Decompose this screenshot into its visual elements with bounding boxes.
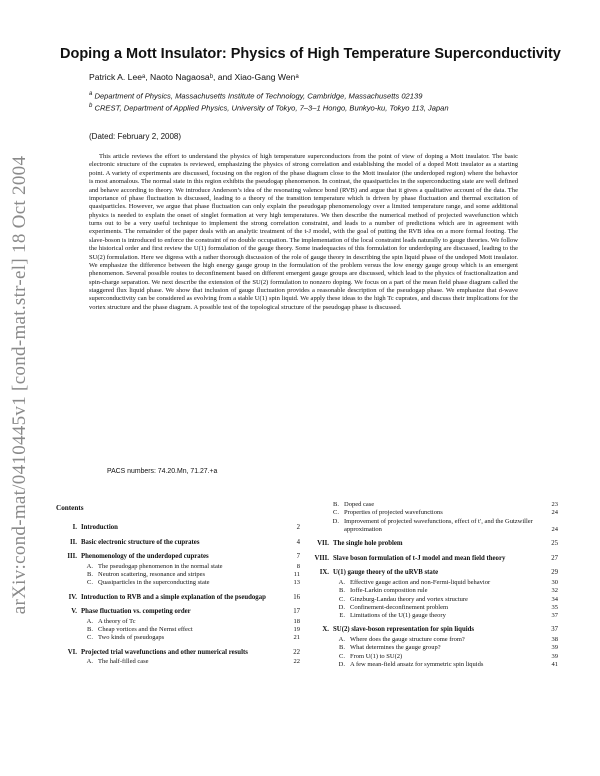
- toc-subsection-number: C.: [339, 652, 345, 660]
- arxiv-side-stamp: [4, 150, 36, 620]
- toc-section-heading[interactable]: [57, 594, 300, 603]
- toc-section-page: 22: [293, 648, 300, 656]
- toc-section-page: 17: [293, 608, 300, 616]
- toc-subsection-number: A.: [86, 562, 93, 570]
- toc-subsection-list: [57, 658, 300, 666]
- toc-section-title: The single hole problem: [333, 540, 403, 548]
- toc-subsection-number: A.: [338, 636, 345, 644]
- toc-subsection-page: 38: [551, 636, 558, 644]
- toc-subsection-page: 23: [551, 501, 558, 508]
- toc-subsection[interactable]: [309, 596, 558, 604]
- toc-section-number: V.: [71, 608, 77, 616]
- toc-subsection-number: C.: [339, 595, 345, 603]
- toc-section: [57, 524, 300, 533]
- toc-subsection-page: 18: [293, 617, 300, 625]
- toc-subsection[interactable]: [309, 653, 558, 661]
- toc-subsection[interactable]: [57, 579, 300, 587]
- toc-section: [57, 539, 300, 548]
- toc-subsection-page: 34: [551, 595, 558, 603]
- toc-subsection-page: 37: [551, 612, 558, 620]
- toc-subsection-page: 39: [551, 652, 558, 660]
- toc-subsection-title: What determines the gauge group?: [350, 644, 441, 652]
- toc-subsection-number: E.: [339, 612, 345, 620]
- paper-title: Doping a Mott Insulator: Physics of High Temperature Superconductivity: [60, 46, 561, 62]
- toc-subsection-number: B.: [333, 501, 339, 508]
- toc-subsection-title: Quasiparticles in the superconducting state: [98, 579, 210, 587]
- toc-section-title: Projected trial wavefunctions and other numerical results: [81, 648, 248, 656]
- toc-subsection-title: The half-filled case: [98, 658, 149, 666]
- toc-subsection-title: Properties of projected wavefunctions: [344, 509, 443, 517]
- affiliation-b: [89, 101, 509, 114]
- toc-section-heading[interactable]: [309, 555, 558, 564]
- toc-subsection-title: From U(1) to SU(2): [350, 652, 403, 660]
- toc-subsection-list: [57, 618, 300, 643]
- toc-subsection-title: Improvement of projected wavefunctions, effect of t′, and the Gutzwiller approximation: [344, 517, 533, 533]
- author-list: Patrick A. Leeᵃ, Naoto Nagaosaᵇ, and Xiao-Gang Wenᵃ: [89, 72, 299, 82]
- toc-subsection-page: 30: [551, 578, 558, 586]
- toc-subsection-page: 21: [293, 634, 300, 642]
- toc-subsection-page: 32: [551, 587, 558, 595]
- toc-continued-subsections: [309, 501, 558, 534]
- toc-subsection[interactable]: [309, 509, 558, 517]
- toc-section-number: IX.: [319, 569, 329, 577]
- toc-subsection[interactable]: [309, 644, 558, 652]
- toc-section-heading[interactable]: [57, 539, 300, 548]
- toc-subsection-title: Cheap vortices and the Nernst effect: [98, 626, 193, 634]
- toc-subsection-page: 8: [296, 562, 300, 570]
- toc-subsection[interactable]: [309, 636, 558, 644]
- toc-subsection-number: D.: [332, 517, 339, 525]
- contents-heading: Contents: [56, 504, 84, 512]
- toc-section-page: 2: [296, 524, 300, 531]
- toc-section-title: Phase fluctuation vs. competing order: [81, 608, 191, 616]
- toc-subsection-number: C.: [87, 579, 93, 587]
- toc-subsection-page: 22: [293, 658, 300, 666]
- toc-subsection[interactable]: [57, 563, 300, 571]
- toc-subsection-number: C.: [333, 509, 339, 517]
- toc-section-heading[interactable]: [309, 569, 558, 578]
- toc-subsection-title: The pseudogap phenomenon in the normal state: [98, 562, 223, 570]
- toc-section: [309, 626, 558, 669]
- toc-subsection-number: A.: [338, 578, 345, 586]
- toc-section-number: VIII.: [314, 554, 329, 562]
- affiliation-a-mark: a: [89, 91, 93, 97]
- toc-subsection-number: A.: [86, 658, 93, 666]
- toc-section-title: Introduction to RVB and a simple explanation of the pseudogap: [81, 593, 266, 601]
- toc-subsection-title: Two kinds of pseudogaps: [98, 634, 165, 642]
- toc-subsection[interactable]: [57, 626, 300, 634]
- toc-subsection-page: 24: [551, 509, 558, 517]
- toc-section-page: 37: [551, 626, 558, 634]
- toc-section-number: IV.: [68, 593, 77, 601]
- toc-subsection-number: B.: [87, 626, 93, 634]
- toc-subsection[interactable]: [309, 612, 558, 620]
- toc-section-page: 27: [551, 554, 558, 562]
- toc-section-title: Slave boson formulation of t-J model and mean field theory: [333, 554, 506, 562]
- toc-section-heading[interactable]: [57, 553, 300, 562]
- toc-subsection[interactable]: [309, 518, 558, 535]
- abstract: This article reviews the effort to understand the physics of high temperature superconductors from the point of view of doping a Mott insulator. The basic electronic structure of the cuprates is reviewed, emphasizing the physics of strong correlation and establishing the model of a doped Mott insulator as a starting point. A variety of experiments are discussed, focusing on the region of the phase diagram close to the Mott insulator (the underdoped region) where the behavior is most anomalous. The normal state in this region exhibits the pseudogap phenomenon. In contrast, the quasiparticles in the superconducting state are well defined and behave according to theory. We introduce Anderson’s idea of the resonating valence bond (RVB) and argue that it gives a qualitative account of the data. The importance of phase fluctuation is discussed, leading to a theory of the transition temperature which is driven by phase fluctuation and thermal excitation of quasiparticles. However, we argue that phase fluctuation can only explain the pseudogap phenomenology over a limited temperature range, and some additional physics is needed to explain the onset of singlet formation at very high temperatures. We then describe the numerical method of projected wavefunction which turns out to be a very useful technique to implement the strong correlation constraint, and leads to a number of predictions which are in agreement with experiments. The remainder of the paper deals with an analytic treatment of the t-J model, with the goal of putting the RVB idea on a more formal footing. The slave-boson is introduced to enforce the constraint of no double occupation. The implementation of the local constraint leads naturally to gauge theories. We follow the historical order and first review the U(1) formulation of the gauge theory. Some inadequacies of this formulation for underdoping are discussed, leading to the SU(2) formulation. Here we digress with a rather thorough discussion of the role of gauge theory in describing the spin liquid phase of the undoped Mott insulator. We emphasize the difference between the high energy gauge group in the formulation of the problem versus the low energy gauge group which is an emergent phenomenon. Several possible routes to deconfinement based on different emergent gauge groups are discussed, which lead to the physics of fractionalization and spin-charge separation. We next describe the extension of the SU(2) formulation to nonzero doping. We focus on a part of the mean field phase diagram called the staggered flux liquid phase. We show that inclusion of gauge fluctuation provides a reasonable description of the pseudogap phase. We emphasize that d-wave superconductivity can be considered as evolving from a stable U(1) spin liquid. We apply these ideas to the high Tc cuprates, and discuss their implications for the vortex structure and the phase diagram. A possible test of the topological structure of the pseudogap phase is discussed.: [89, 153, 518, 311]
- toc-subsection-title: Limitations of the U(1) gauge theory: [350, 612, 446, 620]
- toc-subsection-page: 19: [293, 626, 300, 634]
- toc-subsection-title: A few mean-field ansatz for symmetric spin liquids: [350, 660, 484, 668]
- toc-section-page: 16: [293, 593, 300, 601]
- toc-subsection-title: Confinement-deconfinement problem: [350, 603, 449, 611]
- toc-section-heading[interactable]: [57, 524, 300, 533]
- toc-subsection-page: 11: [293, 571, 300, 579]
- toc-right-column: [309, 501, 558, 669]
- toc-subsection[interactable]: [57, 618, 300, 626]
- toc-subsection-page: 41: [551, 660, 558, 668]
- affiliation-b-text: CREST, Department of Applied Physics, University of Tokyo, 7–3–1 Hongo, Bunkyo-ku, Tokyo 113, Japan: [94, 103, 449, 113]
- toc-subsection[interactable]: [309, 501, 558, 509]
- affiliation-a-text: Department of Physics, Massachusetts Institute of Technology, Cambridge, Massachusetts 02139: [94, 91, 423, 101]
- toc-subsection-number: D.: [338, 603, 345, 611]
- toc-subsection[interactable]: [309, 661, 558, 669]
- toc-subsection-number: B.: [87, 571, 93, 579]
- toc-subsection-number: C.: [87, 634, 93, 642]
- toc-section-number: VII.: [317, 540, 329, 548]
- toc-section-title: Introduction: [81, 524, 118, 531]
- toc-section-heading[interactable]: [309, 626, 558, 635]
- toc-section-title: SU(2) slave-boson representation for spin liquids: [333, 626, 475, 634]
- toc-section-number: II.: [70, 538, 77, 546]
- toc-subsection-title: Doped case: [344, 501, 375, 508]
- toc-section-page: 29: [551, 569, 558, 577]
- toc-subsection-list: [309, 636, 558, 669]
- toc-section-heading[interactable]: [57, 608, 300, 617]
- toc-subsection-title: Ginzburg-Landau theory and vortex structure: [350, 595, 468, 603]
- toc-section: [57, 553, 300, 587]
- toc-subsection-number: A.: [86, 617, 93, 625]
- arxiv-stamp-text: arXiv:cond-mat/0410445v1 [cond-mat.str-el] 18 Oct 2004: [9, 155, 30, 615]
- affiliation-b-mark: b: [89, 103, 93, 109]
- toc-subsection-number: B.: [339, 644, 345, 652]
- toc-section-number: VI.: [67, 648, 77, 656]
- toc-subsection-page: 24: [551, 525, 558, 533]
- toc-subsection-list: [57, 563, 300, 588]
- toc-section-page: 7: [296, 553, 300, 561]
- toc-subsection[interactable]: [57, 658, 300, 666]
- toc-section: [309, 569, 558, 620]
- toc-section-number: X.: [322, 626, 329, 634]
- toc-section: [57, 594, 300, 603]
- toc-section-heading[interactable]: [309, 540, 558, 549]
- toc-section-number: III.: [67, 553, 77, 561]
- toc-section: [309, 555, 558, 564]
- pacs-numbers: PACS numbers: 74.20.Mn, 71.27.+a: [107, 468, 218, 475]
- toc-subsection-page: 35: [551, 603, 558, 611]
- toc-subsection[interactable]: [309, 587, 558, 595]
- toc-subsection-title: Effective gauge action and non-Fermi-liquid behavior: [350, 578, 491, 586]
- toc-section: [309, 540, 558, 549]
- toc-section-page: 25: [551, 540, 558, 548]
- toc-section: [57, 608, 300, 642]
- toc-subsection-page: 13: [293, 579, 300, 587]
- toc-subsection-page: 39: [551, 644, 558, 652]
- toc-section-title: Basic electronic structure of the cuprates: [81, 538, 200, 546]
- toc-subsection-title: A theory of Tc: [98, 617, 136, 625]
- toc-subsection-number: B.: [339, 587, 345, 595]
- toc-section-heading[interactable]: [57, 649, 300, 658]
- toc-subsection[interactable]: [309, 604, 558, 612]
- toc-subsection-number: D.: [338, 660, 345, 668]
- toc-subsection-title: Neutron scattering, resonance and stripes: [98, 571, 206, 579]
- toc-section-title: U(1) gauge theory of the uRVB state: [333, 569, 439, 577]
- toc-section-title: Phenomenology of the underdoped cuprates: [81, 553, 209, 561]
- toc-section-page: 4: [296, 538, 300, 546]
- toc-section-number: I.: [72, 524, 77, 531]
- toc-subsection[interactable]: [57, 571, 300, 579]
- dated-line: (Dated: February 2, 2008): [89, 132, 182, 141]
- toc-subsection[interactable]: [309, 579, 558, 587]
- toc-section: [57, 649, 300, 667]
- toc-subsection-title: Where does the gauge structure come from?: [350, 636, 465, 644]
- toc-subsection-list: [309, 579, 558, 620]
- toc-subsection-title: Ioffe-Larkin composition rule: [350, 587, 428, 595]
- toc-left-column: [57, 516, 300, 667]
- toc-subsection[interactable]: [57, 634, 300, 642]
